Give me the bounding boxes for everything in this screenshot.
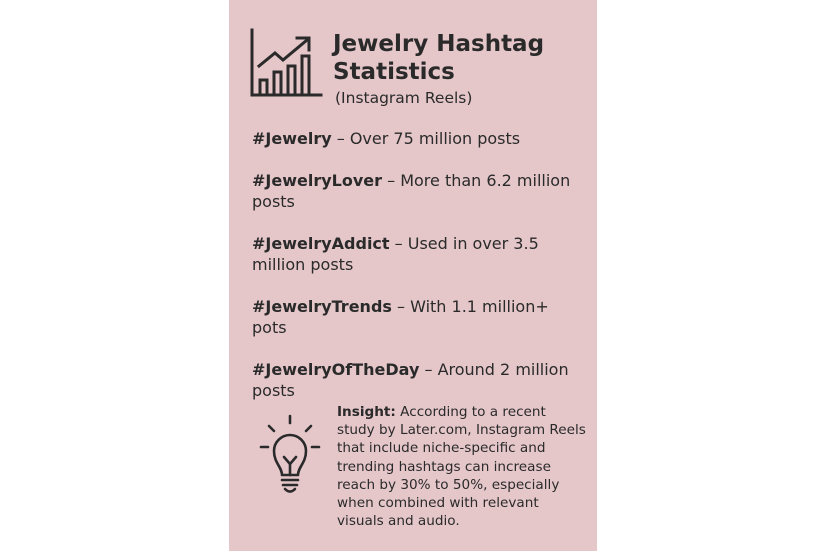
lightbulb-icon [259,413,321,497]
insight-label: Insight: [337,404,396,420]
hashtag-list [252,128,587,401]
page-subtitle: (Instagram Reels) [335,89,473,107]
list-item [252,128,587,149]
bar-chart-trend-icon [249,28,323,98]
list-item [252,359,587,401]
hashtag-label: #JewelryTrends [252,297,392,316]
insight-section [249,403,589,543]
hashtag-label: #Jewelry [252,129,332,148]
page-title: Jewelry Hashtag Statistics [333,31,545,85]
card-header [249,24,589,114]
list-item [252,170,587,212]
hashtag-stat-text: – More than 6.2 million posts [252,171,571,211]
list-item [252,296,587,338]
hashtag-label: #JewelryAddict [252,234,390,253]
hashtag-label: #JewelryOfTheDay [252,360,420,379]
insight-body: According to a recent study by Later.com, Instagram Reels that include niche-specific and trending hashtags can increase reach by 30% to 50%, especially when combined with relevant visuals and audio. [337,404,586,530]
hashtag-stat-text: – Used in over 3.5 million posts [252,234,539,274]
hashtag-label: #JewelryLover [252,171,383,190]
hashtag-stat-text: – Around 2 million posts [252,360,569,400]
hashtag-stat-text: – With 1.1 million+ pots [252,297,549,337]
list-item [252,233,587,275]
insight-text [337,403,587,530]
hashtag-stat-text: – Over 75 million posts [331,129,521,148]
hashtag-stats-card [229,0,597,551]
